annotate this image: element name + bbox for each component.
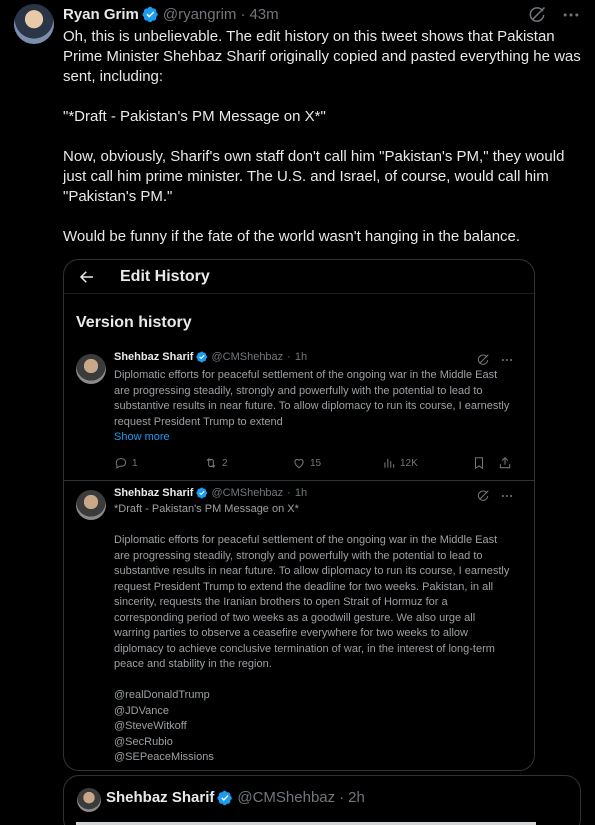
repost-count: 2: [222, 457, 228, 469]
separator-dot: ·: [339, 789, 345, 806]
grok-icon: [476, 489, 490, 503]
share-icon: [498, 456, 512, 470]
share-action: [498, 456, 512, 470]
author-handle[interactable]: @ryangrim: [162, 5, 237, 23]
author-handle: @CMShehbaz: [237, 789, 336, 806]
mention: @SEPeaceMissions: [114, 751, 214, 763]
like-count: 15: [310, 457, 322, 469]
tweet-header: [63, 3, 279, 25]
version-header: [114, 351, 307, 363]
avatar: [76, 354, 106, 384]
repost-icon: [204, 456, 218, 470]
mention: @realDonaldTrump: [114, 689, 210, 701]
version-header: [114, 487, 307, 499]
timestamp: 1h: [294, 351, 308, 363]
quoted-tweet-header: [106, 789, 365, 806]
mention: @SecRubio: [114, 735, 173, 748]
avatar: [77, 788, 101, 812]
mention-list: [114, 688, 514, 766]
tweet-paragraph: Now, obviously, Sharif's own staff don't call him "Pakistan's PM," they would just call him prime minister. The U.S. and Israel, of course, would call him "Pakistan's PM.": [63, 148, 565, 205]
tweet-paragraph: Oh, this is unbelievable. The edit history on this tweet shows that Pakistan Prime Minister Shehbaz Sharif originally copied and pasted everything he was sent, including:: [63, 28, 581, 85]
version-item[interactable]: [64, 346, 534, 481]
separator-dot: ·: [240, 5, 246, 23]
bookmark-icon: [472, 456, 486, 470]
bookmark-action: [472, 456, 498, 470]
action-bar: [114, 456, 524, 470]
edit-history-title: Edit History: [120, 267, 210, 285]
reply-count: 1: [132, 457, 138, 469]
more-icon: [500, 489, 514, 503]
views-icon: [382, 456, 396, 470]
show-more-link: Show more: [114, 431, 170, 443]
version-item[interactable]: [64, 482, 534, 771]
verified-badge-icon: [196, 487, 208, 499]
more-icon: [500, 353, 514, 367]
tweet-header-actions: [527, 5, 581, 25]
views-action: [382, 456, 472, 470]
version-body: Diplomatic efforts for peaceful settlement of the ongoing war in the Middle East are progressing steadily, strongly and powerfully with the potential to lead to substantive results in near future. To allow diplomacy to run its course, I earnestly request President Trump to extend: [114, 369, 510, 428]
author-name: Shehbaz Sharif: [114, 487, 194, 499]
separator-dot: ·: [287, 351, 291, 363]
edit-history-topbar: [64, 260, 534, 294]
like-action: [292, 456, 382, 470]
timestamp[interactable]: 43m: [249, 5, 279, 23]
timestamp: 1h: [294, 487, 308, 499]
more-icon[interactable]: [561, 5, 581, 25]
mention: @SteveWitkoff: [114, 720, 187, 732]
avatar[interactable]: [14, 4, 54, 44]
author-name[interactable]: Ryan Grim: [63, 5, 139, 23]
author-handle: @CMShehbaz: [211, 351, 284, 363]
author-name: Shehbaz Sharif: [106, 789, 215, 806]
timestamp: 2h: [348, 789, 365, 806]
mention: @JDVance: [114, 704, 169, 717]
quoted-tweet[interactable]: [63, 775, 581, 825]
avatar: [76, 490, 106, 520]
like-icon: [292, 456, 306, 470]
repost-action: [204, 456, 292, 470]
quoted-tweet-text-cutoff: [76, 819, 576, 825]
version-header-actions: [476, 489, 514, 503]
author-name: Shehbaz Sharif: [114, 351, 194, 363]
version-body: Diplomatic efforts for peaceful settlement of the ongoing war in the Middle East are progressing steadily, strongly and powerfully with the potential to lead to substantive results in near future. To allow diplomacy to run its course, I earnestly request President Trump to extend the deadline for two weeks. Pakistan, in all sincerity, requests the Iranian brothers to open Strait of Hormuz for a corresponding period of two weeks as a goodwill gesture. We also urge all warring parties to observe a ceasefire everywhere for two weeks to allow diplomacy to achieve conclusive termination of war, in the interest of long-term peace and stability in the region.: [114, 534, 510, 670]
reply-icon: [114, 456, 128, 470]
grok-icon: [476, 353, 490, 367]
version-text: [114, 502, 514, 766]
version-text: [114, 368, 514, 446]
view-count: 12K: [400, 457, 418, 469]
author-handle: @CMShehbaz: [211, 487, 284, 499]
version-header-actions: [476, 353, 514, 367]
tweet-paragraph: "*Draft - Pakistan's PM Message on X*": [63, 108, 326, 125]
verified-badge-icon: [217, 790, 233, 806]
separator-dot: ·: [287, 487, 291, 499]
back-arrow-icon[interactable]: [78, 268, 96, 286]
edit-history-screenshot[interactable]: [63, 259, 535, 771]
reply-action: [114, 456, 204, 470]
draft-label: *Draft - Pakistan's PM Message on X*: [114, 503, 299, 515]
tweet-body: [63, 27, 587, 267]
version-history-heading: Version history: [76, 314, 192, 331]
verified-badge-icon: [196, 351, 208, 363]
verified-badge-icon: [142, 6, 159, 23]
tweet-paragraph: Would be funny if the fate of the world wasn't hanging in the balance.: [63, 228, 521, 245]
grok-icon[interactable]: [527, 5, 547, 25]
